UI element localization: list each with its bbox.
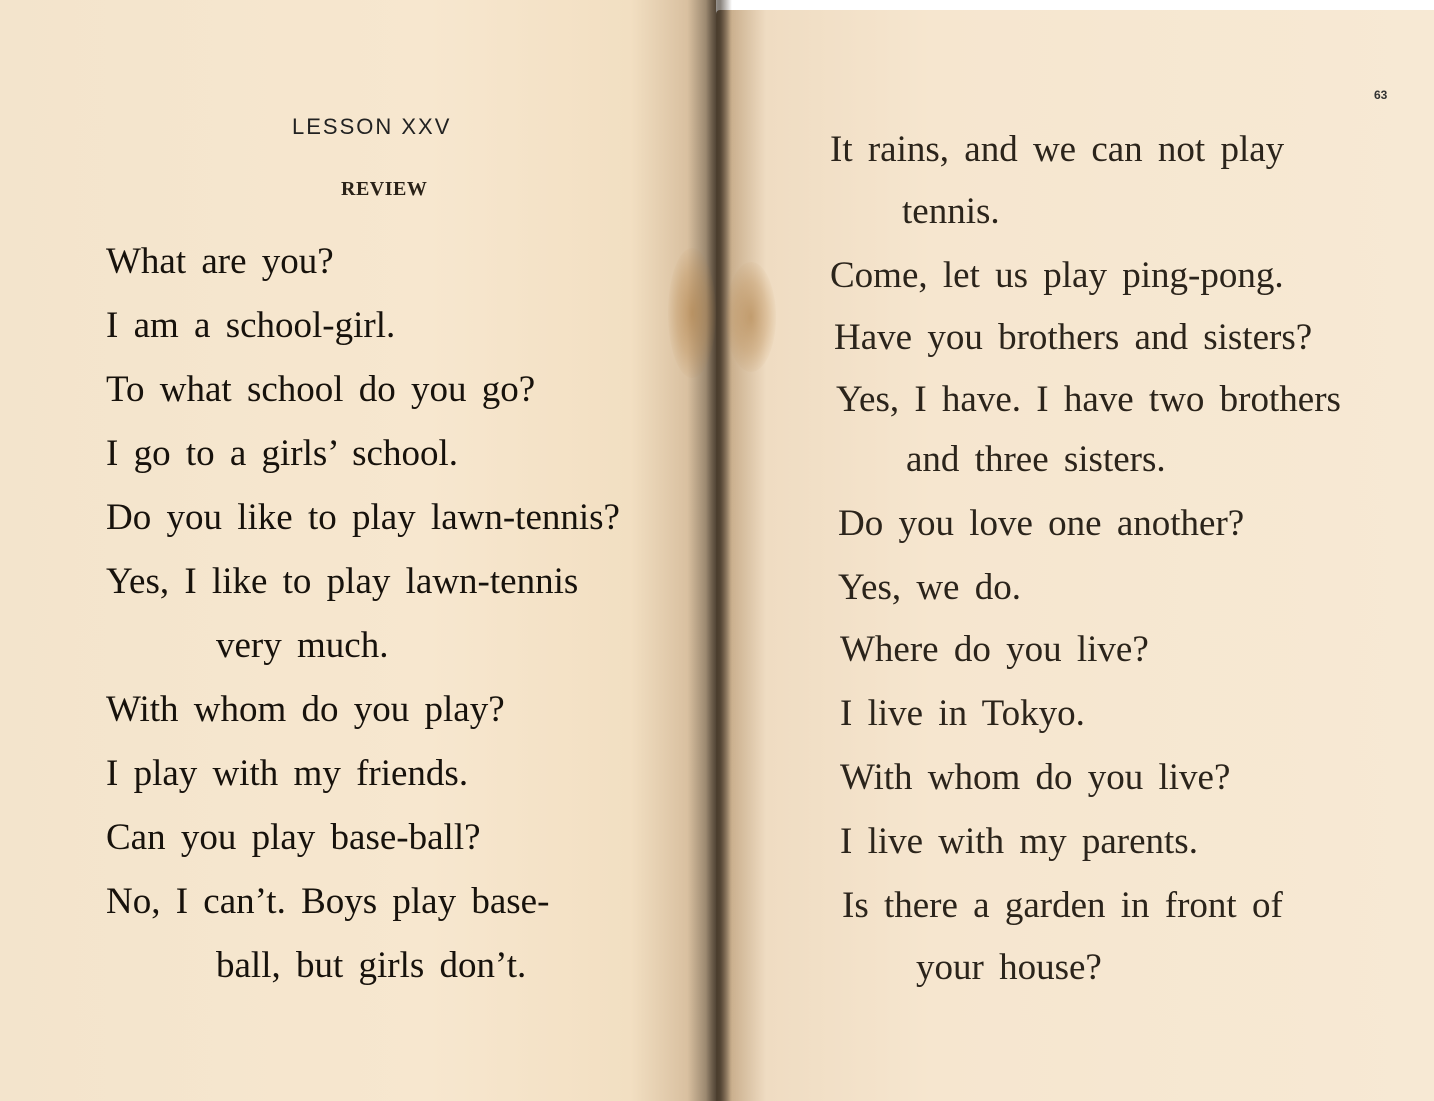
left-page bbox=[0, 0, 716, 1101]
text-line: Do you like to play lawn-tennis? bbox=[106, 497, 620, 538]
text-line: With whom do you play? bbox=[106, 689, 505, 730]
text-line: Is there a garden in front of bbox=[842, 885, 1283, 926]
text-line: Do you love one another? bbox=[838, 503, 1245, 544]
text-line: I go to a girls’ school. bbox=[106, 433, 458, 474]
page-number: 63 bbox=[1374, 88, 1388, 102]
right-page bbox=[716, 10, 1434, 1101]
text-line: What are you? bbox=[106, 241, 334, 282]
text-line: Come, let us play ping-pong. bbox=[830, 255, 1284, 296]
text-line: I live in Tokyo. bbox=[840, 693, 1085, 734]
text-line: Where do you live? bbox=[840, 629, 1149, 670]
text-line: very much. bbox=[216, 625, 389, 666]
text-line: Can you play base-ball? bbox=[106, 817, 481, 858]
text-line: I play with my friends. bbox=[106, 753, 469, 794]
text-line: With whom do you live? bbox=[840, 757, 1231, 798]
text-line: Yes, I have. I have two brothers bbox=[836, 379, 1341, 420]
text-line: tennis. bbox=[902, 191, 1000, 232]
text-line: I am a school-girl. bbox=[106, 305, 396, 346]
text-line: I live with my parents. bbox=[840, 821, 1198, 862]
text-line: Yes, I like to play lawn-tennis bbox=[106, 561, 579, 602]
text-line: No, I can’t. Boys play base- bbox=[106, 881, 550, 922]
text-line: ball, but girls don’t. bbox=[216, 945, 527, 986]
lesson-title: LESSON XXV bbox=[292, 114, 452, 139]
text-line: and three sisters. bbox=[906, 439, 1166, 480]
text-line: To what school do you go? bbox=[106, 369, 536, 410]
text-line: Have you brothers and sisters? bbox=[834, 317, 1313, 358]
text-line: It rains, and we can not play bbox=[830, 129, 1285, 170]
text-line: your house? bbox=[916, 947, 1102, 988]
book-gutter bbox=[706, 0, 732, 1101]
text-line: Yes, we do. bbox=[838, 567, 1021, 608]
section-title: REVIEW bbox=[341, 178, 428, 200]
stain-mark bbox=[668, 248, 716, 378]
stain-mark bbox=[726, 262, 776, 372]
